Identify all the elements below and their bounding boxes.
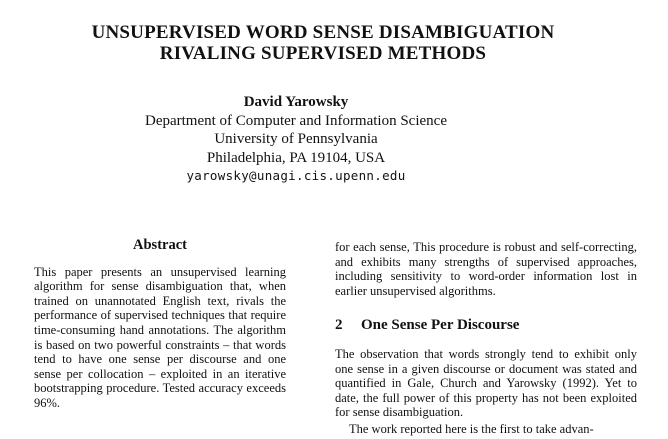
author-university: University of Pennsylvania xyxy=(214,131,378,147)
section-title: One Sense Per Discourse xyxy=(361,317,520,334)
author-address: Philadelphia, PA 19104, USA xyxy=(206,149,386,166)
section-number: 2 xyxy=(335,317,343,334)
abstract-text: This paper presents an unsupervised learning algorithm for sense disambiguation that, when trained on unannotated English text, rivals the performance of supervised techniques that require time-consuming hand annotations. The algorithm is based on two powerful constraints – that words tend to have one sense per discourse and one sense per collocation – exploited in an iterative bootstrapping procedure. Tested accuracy exceeds 96%. xyxy=(34,264,286,410)
section-heading xyxy=(335,318,637,333)
author-name: David Yarowsky xyxy=(243,94,349,110)
left-column xyxy=(34,238,286,411)
paper-title xyxy=(0,22,646,64)
author-department: Department of Computer and Information Science xyxy=(145,112,447,129)
section-paragraph-2: The work reported here is the first to take advan- xyxy=(349,421,594,436)
right-column xyxy=(335,240,637,437)
author-block xyxy=(0,93,592,186)
abstract-continuation: for each sense, This procedure is robust and self-correcting, and exhibits many strengths of supervised approaches, including sensitivity to word-order information lost in earlier unsupervised algorithms. xyxy=(335,240,637,298)
abstract-heading: Abstract xyxy=(133,237,187,253)
title-line-1: UNSUPERVISED WORD SENSE DISAMBIGUATION xyxy=(91,22,555,43)
title-line-2: RIVALING SUPERVISED METHODS xyxy=(159,43,487,64)
author-email: yarowsky@unagi.cis.upenn.edu xyxy=(186,168,406,183)
section-paragraph-1: The observation that words strongly tend to exhibit only one sense in a given discourse or document was stated and quantified in Gale, Church and Yarowsky (1992). Yet to date, the full power of this property has not been exploited for sense disambiguation. xyxy=(335,346,637,420)
